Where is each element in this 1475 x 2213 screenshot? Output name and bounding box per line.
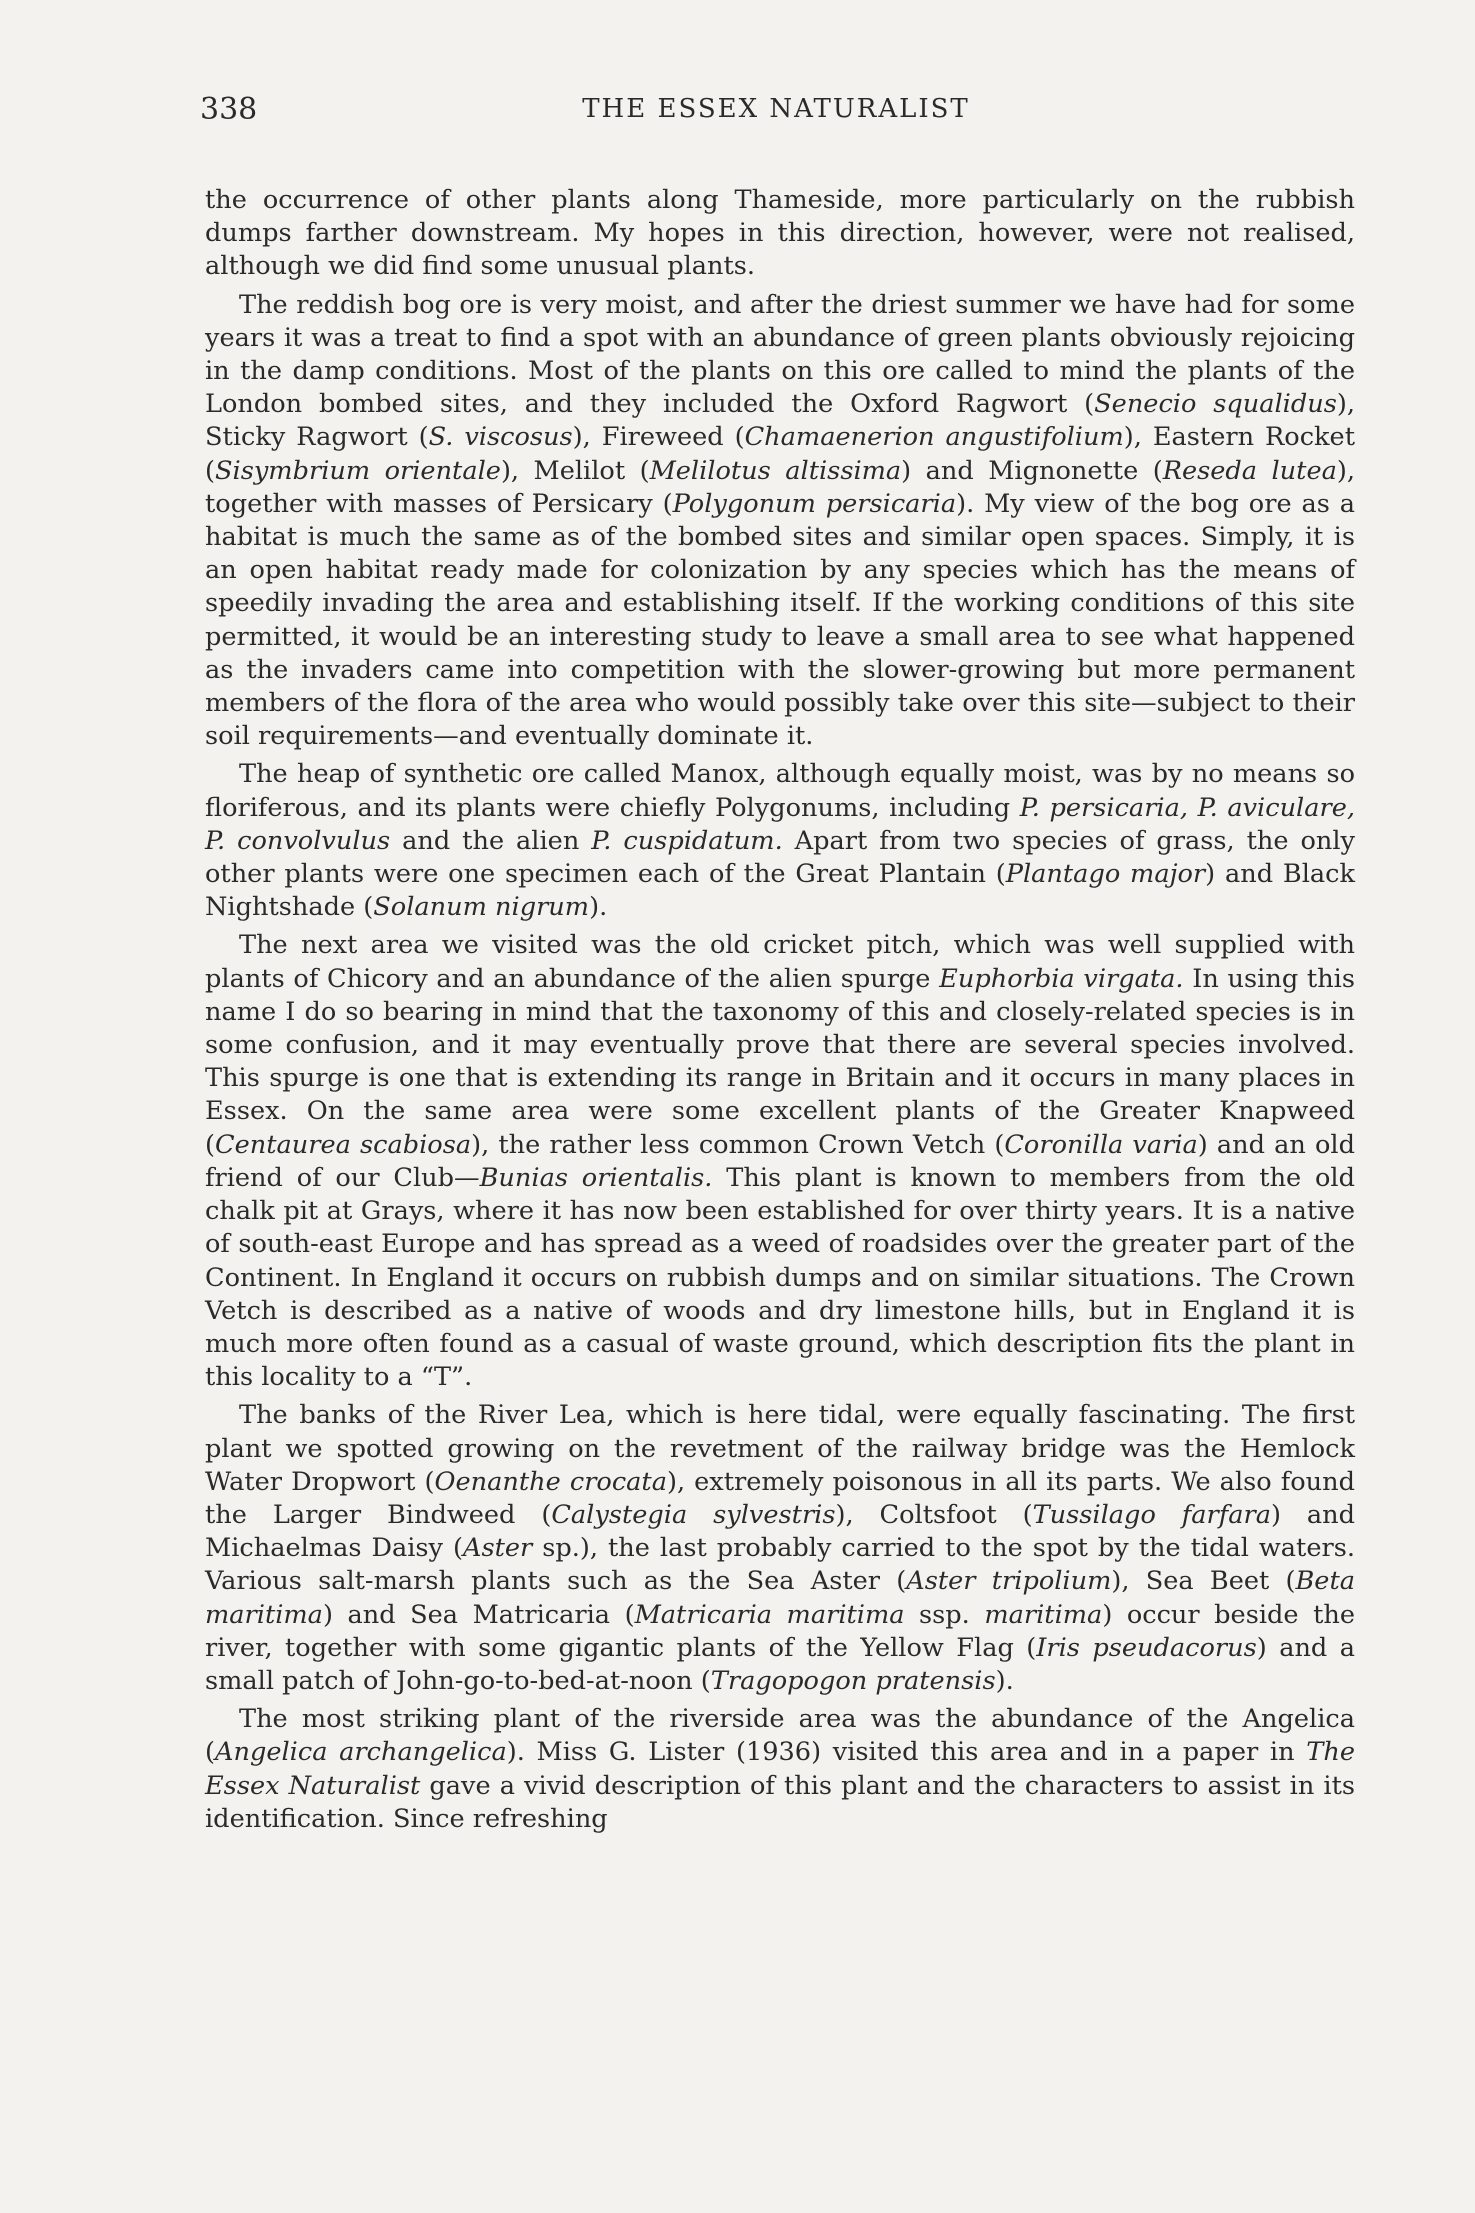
paragraph: [205, 184, 1355, 284]
italic-text-run: P. persicaria, P. aviculare, P. convolvulus: [205, 792, 1356, 856]
running-header: [200, 92, 1352, 132]
italic-text-run: Angelica archangelica: [215, 1737, 507, 1768]
text-run: gave a vivid description of this plant and the characters to assist in its identification. Since refreshing: [205, 1770, 1355, 1834]
italic-text-run: Reseda lutea: [1162, 455, 1337, 486]
italic-text-run: Chamaenerion angustifolium: [744, 422, 1124, 453]
text-run: The next area we visited was the old cricket pitch, which was well supplied with plants of Chicory and an abundance of the alien spurge: [205, 930, 1355, 994]
text-run: ), the rather less common Crown Vetch (: [471, 1129, 1005, 1160]
italic-text-run: Melilotus altissima: [649, 455, 902, 486]
text-run: ), Sticky Ragwort (: [205, 389, 1355, 453]
text-run: ), Fireweed (: [572, 422, 745, 453]
paragraph: [205, 289, 1355, 754]
text-run: and the alien: [390, 825, 592, 856]
italic-text-run: Sisymbrium orientale: [215, 455, 501, 486]
text-run: ) and Mignonette (: [901, 455, 1163, 486]
italic-text-run: Plantago major: [1005, 859, 1206, 890]
italic-text-run: Euphorbia virgata.: [939, 963, 1184, 994]
italic-text-run: Calystegia sylvestris: [551, 1499, 836, 1530]
text-run: ssp.: [904, 1599, 985, 1630]
italic-text-run: Solanum nigrum: [373, 892, 590, 923]
text-run: ) and Sea Matricaria (: [322, 1599, 635, 1630]
text-run: the occurrence of other plants along Thameside, more particularly on the rubbish dumps farther downstream. My hopes in this direction, however, were not realised, although we did find some unusual plants.: [205, 185, 1355, 282]
text-run: ), extremely poisonous in all its parts. We also found the Larger Bindweed (: [205, 1466, 1355, 1530]
text-run: ), Melilot (: [500, 455, 650, 486]
paragraph: [205, 1703, 1355, 1836]
text-run: ). Miss G. Lister (1936) visited this area and in a paper in: [506, 1737, 1307, 1768]
text-run: The banks of the River Lea, which is here tidal, were equally fascinating. The first plant we spotted growing on the revetment of the railway bridge was the Hemlock Water Dropwort (: [205, 1400, 1355, 1497]
text-run: This plant is known to members from the old chalk pit at Grays, where it has now been established for over thirty years. It is a native of south-east Europe and has spread as a weed of roadsides over the greater part of the Continent. In England it occurs on rubbish dumps and on similar situations. The Crown Vetch is described as a native of woods and dry limestone hills, but in England it is much more often found as a casual of waste ground, which description fits the plant in this locality to a “T”.: [205, 1162, 1355, 1393]
italic-text-run: Aster tripolium: [906, 1566, 1112, 1597]
paragraph: [205, 929, 1355, 1394]
italic-text-run: Coronilla varia: [1004, 1129, 1198, 1160]
italic-text-run: Oenanthe crocata: [434, 1466, 667, 1497]
italic-text-run: Senecio squalidus: [1094, 389, 1337, 420]
page-number: 338: [200, 92, 258, 127]
italic-text-run: P. cuspidatum.: [591, 825, 783, 856]
text-run: ). My view of the bog ore as a habitat is much the same as of the bombed sites and similar open spaces. Simply, it is an open habitat ready made for colonization by any species which has the means of speedily invading the area and establishing itself. If the working conditions of this site permitted, it would be an interesting study to leave a small area to see what happened as the invaders came into competition with the slower-growing but more permanent members of the flora of the area who would possibly take over this site—subject to their soil requirements—and eventually dominate it.: [205, 488, 1355, 752]
text-run: ).: [589, 892, 608, 923]
text-run: The most striking plant of the riverside area was the abundance of the Angelica (: [205, 1704, 1355, 1768]
text-run: ), Eastern Rocket (: [205, 422, 1355, 486]
text-run: ), Sea Beet (: [1111, 1566, 1296, 1597]
text-run: ) occur beside the river, together with some gigantic plants of the Yellow Flag (: [205, 1599, 1355, 1663]
paragraph: [205, 758, 1355, 924]
italic-text-run: Matricaria maritima: [634, 1599, 905, 1630]
paragraph: [205, 1399, 1355, 1698]
italic-text-run: The Essex Naturalist: [205, 1737, 1355, 1801]
italic-text-run: Polygonum persicaria: [672, 488, 957, 519]
text-run: sp.), the last probably carried to the spot by the tidal waters. Various salt-marsh plants such as the Sea Aster (: [205, 1533, 1355, 1597]
text-run: The reddish bog ore is very moist, and after the driest summer we have had for some years it was a treat to find a spot with an abundance of green plants obviously rejoicing in the damp conditions. Most of the plants on this ore called to mind the plants of the London bombed sites, and they included the Oxford Ragwort (: [205, 289, 1355, 420]
text-run: Apart from two species of grass, the only other plants were one specimen each of the Great Plantain (: [205, 825, 1355, 890]
text-run: ), together with masses of Persicary (: [205, 455, 1355, 519]
italic-text-run: Centaurea scabiosa: [215, 1129, 472, 1160]
article-body: [205, 184, 1355, 1841]
text-run: ) and a small patch of John-go-to-bed-at-noon (: [205, 1632, 1356, 1696]
text-run: ).: [995, 1665, 1014, 1696]
italic-text-run: Iris pseudacorus: [1036, 1632, 1257, 1663]
italic-text-run: Tragopogon pratensis: [710, 1665, 996, 1696]
italic-text-run: Aster: [462, 1533, 533, 1564]
text-run: ) and Black Nightshade (: [205, 859, 1356, 923]
text-run: ) and Michaelmas Daisy (: [205, 1499, 1355, 1564]
text-run: The heap of synthetic ore called Manox, although equally moist, was by no means so floriferous, and its plants were chiefly Polygonums, including: [205, 759, 1355, 823]
running-title: THE ESSEX NATURALIST: [582, 94, 970, 124]
italic-text-run: maritima: [984, 1599, 1103, 1630]
text-run: In using this name I do so bearing in mind that the taxonomy of this and closely-related species is in some confusion, and it may eventually prove that there are several species involved. This spurge is one that is extending its range in Britain and it occurs in many places in Essex. On the same area were some excellent plants of the Greater Knapweed (: [205, 963, 1355, 1160]
text-run: ) and an old friend of our Club—: [205, 1129, 1355, 1193]
italic-text-run: Beta maritima: [205, 1566, 1355, 1630]
italic-text-run: S. viscosus: [428, 422, 573, 453]
italic-text-run: Tussilago farfara: [1032, 1499, 1271, 1530]
italic-text-run: Bunias orientalis.: [479, 1162, 713, 1193]
text-run: ), Coltsfoot (: [835, 1499, 1033, 1530]
